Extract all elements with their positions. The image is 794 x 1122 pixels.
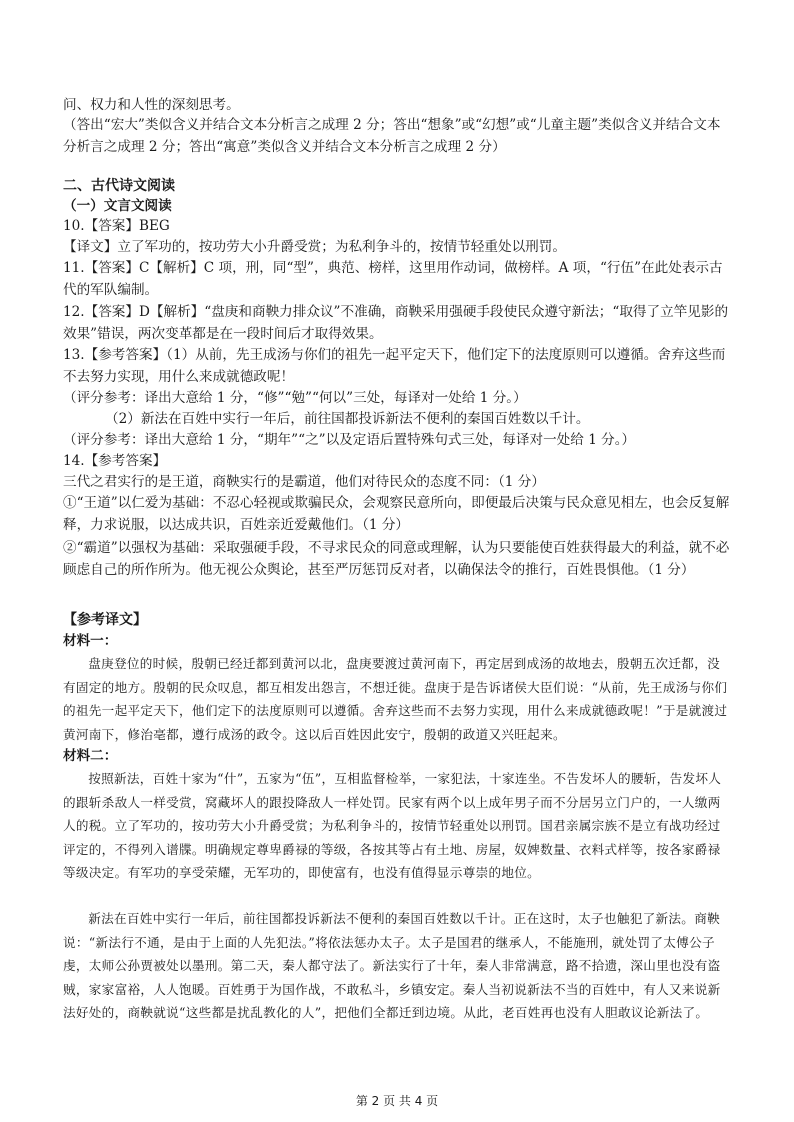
q13-part1: 13.【参考答案】（1）从前，先王成汤与你们的祖先一起平定天下，他们定下的法度原则可以遵循。舍弃这些而不去努力实现，用什么来成就德政呢！ bbox=[63, 347, 726, 385]
intro-line: 问、权力和人性的深刻思考。 bbox=[63, 97, 240, 113]
q14-summary: 三代之君实行的是王道，商鞅实行的是霸道，他们对待民众的态度不同：（1 分） bbox=[63, 474, 545, 490]
q10-translation: 【译文】立了军功的，按功劳大小升爵受赏；为私利争斗的，按情节轻重处以刑罚。 bbox=[63, 239, 566, 255]
page-number: 第 2 页 共 4 页 bbox=[355, 1094, 439, 1108]
material-1-label: 材料一： bbox=[63, 633, 118, 649]
q14-point-1: ①“王道”以仁爱为基础：不忍心轻视或欺骗民众，会观察民意所向，即便最后决策与民众意见相左，也会反复解释，力求说服，以达成共识，百姓亲近爱戴他们。（1 分） bbox=[63, 495, 730, 533]
intro-scoring: （答出“宏大”类似含义并结合文本分析言之成理 2 分；答出“想象”或“幻想”或“儿童主题”类似含义并结合文本分析言之成理 2 分；答出“寓意”类似含义并结合文本分析言之成理 2 分） bbox=[63, 117, 721, 155]
q10-answer: 10.【答案】BEG bbox=[63, 218, 170, 234]
q12-answer: 12.【答案】D【解析】“盘庚和商鞅力排众议”不准确，商鞅采用强硬手段使民众遵守新法；“取得了立竿见影的效果”错误，两次变革都是在一段时间后才取得效果。 bbox=[63, 304, 729, 342]
subsection-title: （一）文言文阅读 bbox=[63, 198, 172, 214]
q11-answer: 11.【答案】C【解析】C 项，刑，同“型”，典范、榜样，这里用作动词，做榜样。A 项，“行伍”在此处表示古代的军队编制。 bbox=[63, 260, 723, 298]
q13-part2: （2）新法在百姓中实行一年后，前往国都投诉新法不便利的秦国百姓数以千计。 bbox=[105, 411, 590, 427]
section-title: 二、古代诗文阅读 bbox=[63, 178, 175, 194]
material-1-text: 盘庚登位的时候，殷朝已经迁都到黄河以北，盘庚要渡过黄河南下，再定居到成汤的故地去，殷朝五次迁都，没有固定的地方。殷朝的民众叹息，都互相发出怨言，不想迁徙。盘庚于是告诉诸侯大臣们说：“从前，先王成汤与你们的祖先一起平定天下，他们定下的法度原则可以遵循。舍弃这些而不去努力实现，用什么来成就德政呢！”于是就渡过黄河南下，修治亳都，遵行成汤的政令。这以后百姓因此安宁，殷朝的政道又兴旺起来。 bbox=[63, 656, 728, 742]
q14-title: 14.【参考答案】 bbox=[63, 453, 167, 469]
material-2-paragraph-2: 新法在百姓中实行一年后，前往国都投诉新法不便利的秦国百姓数以千计。正在这时，太子也触犯了新法。商鞅说：“新法行不通，是由于上面的人先犯法。”将依法惩办太子。太子是国君的继承人，不能施刑，就处罚了太傅公子虔，太师公孙贾被处以墨刑。第二天，秦人都守法了。新法实行了十年，秦人非常满意，路不拾遗，深山里也没有盗贼，家家富裕，人人饱暖。百姓勇于为国作战，不敢私斗，乡镇安定。秦人当初说新法不当的百姓中，有人又来说新法好处的，商鞅就说“这些都是扰乱教化的人”，把他们全都迁到边境。从此，老百姓再也没有人胆敢议论新法了。 bbox=[63, 911, 721, 1021]
material-2-paragraph-1: 按照新法，百姓十家为“什”，五家为“伍”，互相监督检举，一家犯法，十家连坐。不告发坏人的腰斩，告发坏人的跟斩杀敌人一样受赏，窝藏坏人的跟投降敌人一样处罚。民家有两个以上成年男子而不分居另立门户的，一人缴两人的税。立了军功的，按功劳大小升爵受赏；为私利争斗的，按情节轻重处以刑罚。国君亲属宗族不是立有战功经过评定的，不得列入谱牒。明确规定尊卑爵禄的等级，各按其等占有土地、房屋，奴婢数量、衣料式样等，按各家爵禄等级决定。有军功的享受荣耀，无军功的，即使富有，也没有值得显示尊崇的地位。 bbox=[63, 771, 722, 881]
q13-part2-scoring: （评分参考：译出大意给 1 分，“期年”“之”以及定语后置特殊句式三处，每译对一处给 1 分。） bbox=[63, 432, 636, 448]
material-2-label: 材料二： bbox=[63, 748, 118, 764]
q13-part1-scoring: （评分参考：译出大意给 1 分，“修”“勉”“何以”三处，每译对一处给 1 分。） bbox=[63, 390, 527, 406]
translation-title: 【参考译文】 bbox=[63, 612, 147, 628]
q14-point-2: ②“霸道”以强权为基础：采取强硬手段，不寻求民众的同意或理解，认为只要能使百姓获得最大的利益，就不必顾虑自己的所作所为。他无视公众舆论，甚至严厉惩罚反对者，以确保法令的推行，百姓畏惧他。（1 分） bbox=[63, 540, 730, 578]
